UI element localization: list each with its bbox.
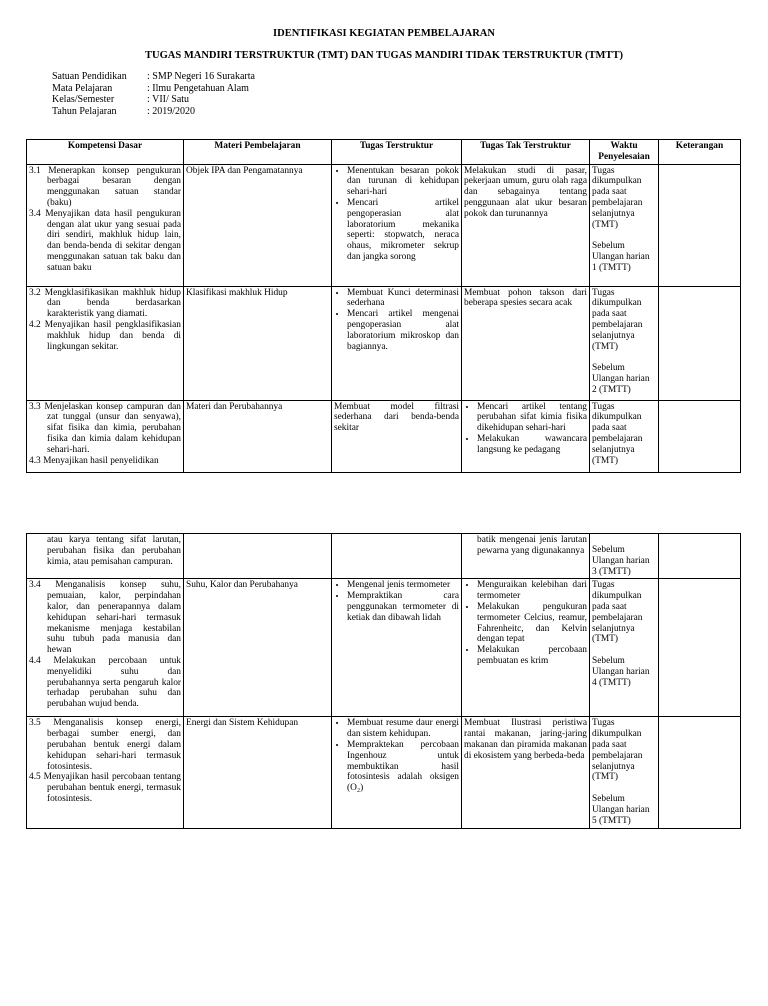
table-row bbox=[27, 717, 741, 828]
kd-item: 3.4 Menganalisis konsep suhu, pemuaian, kalor, perpindahan kalor, dan penerapannya dalam kehidupan sehari-hari termasuk mekanisme menjaga kestabilan suhu tubuh pada manusia dan hewan bbox=[29, 580, 181, 656]
school-info bbox=[52, 71, 255, 117]
info-value: : SMP Negeri 16 Surakarta bbox=[147, 71, 255, 82]
info-label: Tahun Pelajaran bbox=[52, 105, 117, 117]
kd-cell bbox=[27, 534, 184, 579]
table-header-row bbox=[27, 140, 741, 165]
materi-cell: Objek IPA dan Pengamatannya bbox=[184, 164, 332, 286]
info-value: : VII/ Satu bbox=[147, 94, 190, 106]
list-item: • Menentukan besaran pokok dan turunan di kehidupan sehari-hari bbox=[347, 166, 459, 198]
tugas-terstruktur-cell: Membuat model filtrasi sederhana dari benda-benda sekitar bbox=[332, 400, 462, 472]
list-item: • Mempraktekan percobaan Ingenhouz untuk membuktikan hasil fotosintesis adalah oksigen (O₂) bbox=[347, 740, 459, 794]
tugas-tak-terstruktur-cell: Membuat Ilustrasi peristiwa rantai makanan, jaring-jaring makanan dan piramida makanan di ekosistem yang berbeda-beda bbox=[462, 717, 590, 828]
table-row bbox=[27, 164, 741, 286]
list-item: • Menguraikan kelebihan dari termometer bbox=[477, 580, 587, 602]
list-item: • Membuat resume daur energi dan sistem kehidupan. bbox=[347, 718, 459, 740]
keterangan-cell bbox=[659, 286, 741, 400]
table-row bbox=[27, 286, 741, 400]
kd-cell bbox=[27, 400, 184, 472]
kd-item: 3.4 Menyajikan data hasil pengukuran dengan alat ukur yang sesuai pada diri sendiri, makhluk hidup lain, dan benda-benda di sekitar dengan menggunakan satuan tak baku dan satuan baku bbox=[29, 208, 181, 273]
waktu-cell bbox=[590, 286, 659, 400]
waktu-cell: Tugas dikumpulkan pada saat pembelajaran selanjutnya (TMT) bbox=[590, 400, 659, 472]
list-item: • Mencari artikel tentang perubahan sifat kimia fisika dikehidupan sehari-hari bbox=[477, 402, 587, 434]
waktu-tmtt: Sebelum Ulangan harian 4 (TMTT) bbox=[592, 656, 650, 688]
waktu-tmtt: Sebelum Ulangan harian 2 (TMTT) bbox=[592, 363, 650, 395]
col-header-tugas-tak-terstruktur: Tugas Tak Terstruktur bbox=[462, 140, 590, 165]
list-item: • Membuat Kunci determinasi sederhana bbox=[347, 288, 459, 310]
kd-item: 4.4 Melakukan percobaan untuk menyelidiki suhu dan perubahannya serta pengaruh kalor terhadap perubahan suhu dan perubahan wujud benda. bbox=[29, 655, 181, 710]
waktu-tmt: Tugas dikumpulkan pada saat pembelajaran selanjutnya (TMT) bbox=[592, 165, 643, 230]
col-header-keterangan: Keterangan bbox=[659, 140, 741, 165]
materi-cell: Klasifikasi makhluk Hidup bbox=[184, 286, 332, 400]
kd-item: atau karya tentang sifat larutan, perubahan fisika dan perubahan kimia, atau pemisahan campuran. bbox=[47, 535, 181, 567]
waktu-cell bbox=[590, 579, 659, 717]
tugas-tak-terstruktur-cell bbox=[462, 534, 590, 579]
kd-item: 4.3 Menyajikan hasil penyelidikan bbox=[29, 455, 159, 466]
list-item: • Mencari artikel pengoperasian alat laboratorium mekanika seperti: stopwatch, neraca ohaus, mikrometer sekrup dan jangka sorong bbox=[347, 198, 459, 263]
col-header-kompetensi: Kompetensi Dasar bbox=[27, 140, 184, 165]
waktu-tmt: Tugas dikumpulkan pada saat pembelajaran selanjutnya (TMT) bbox=[592, 580, 643, 645]
waktu-cell bbox=[590, 534, 659, 579]
waktu-cell bbox=[590, 164, 659, 286]
waktu-tmtt: Sebelum Ulangan harian 1 (TMTT) bbox=[592, 241, 650, 273]
document-title: IDENTIFIKASI KEGIATAN PEMBELAJARAN bbox=[273, 28, 495, 39]
list-item: • Mencari artikel mengenai pengoperasian alat laboratorium mikroskop dan bagiannya. bbox=[347, 309, 459, 352]
activity-table-page1 bbox=[26, 139, 741, 473]
waktu-cell bbox=[590, 717, 659, 828]
materi-cell bbox=[184, 534, 332, 579]
tugas-terstruktur-cell bbox=[332, 579, 462, 717]
activity-table-page2 bbox=[26, 533, 741, 829]
kd-cell bbox=[27, 164, 184, 286]
col-header-materi: Materi Pembelajaran bbox=[184, 140, 332, 165]
waktu-tmtt: Sebelum Ulangan harian 5 (TMTT) bbox=[592, 794, 650, 826]
materi-cell: Materi dan Perubahannya bbox=[184, 400, 332, 472]
table-row bbox=[27, 400, 741, 472]
tugas-tak-terstruktur-cell bbox=[462, 579, 590, 717]
tugas-terstruktur-cell bbox=[332, 286, 462, 400]
materi-cell: Energi dan Sistem Kehidupan bbox=[184, 717, 332, 828]
keterangan-cell bbox=[659, 717, 741, 828]
info-label: Satuan Pendidikan bbox=[52, 71, 127, 82]
kd-item: 3.3 Menjelaskan konsep campuran dan zat tunggal (unsur dan senyawa), sifat fisika dan kimia, perubahan fisika dan kimia dalam kehidupan sehari-hari. bbox=[29, 401, 181, 455]
kd-item: 3.2 Mengklasifikasikan makhluk hidup dan benda berdasarkan karakteristik yang diamati. bbox=[29, 287, 181, 320]
waktu-tmt: Tugas dikumpulkan pada saat pembelajaran selanjutnya (TMT) bbox=[592, 287, 643, 352]
list-item: • Mempraktikan cara penggunakan termometer di ketiak dan dibawah lidah bbox=[347, 591, 459, 623]
info-row bbox=[52, 94, 255, 106]
kd-item: 4.2 Menyajikan hasil pengklasifikasian makhluk hidup dan benda di lingkungan sekitar. bbox=[29, 319, 181, 352]
document-subtitle: TUGAS MANDIRI TERSTRUKTUR (TMT) DAN TUGAS MANDIRI TIDAK TERSTRUKTUR (TMTT) bbox=[145, 50, 623, 61]
info-label: Kelas/Semester bbox=[52, 94, 115, 106]
keterangan-cell bbox=[659, 400, 741, 472]
list-item: • Melakukan wawancara langsung ke pedagang bbox=[477, 434, 587, 456]
info-row bbox=[52, 83, 255, 95]
table-row bbox=[27, 534, 741, 579]
keterangan-cell bbox=[659, 579, 741, 717]
table-row bbox=[27, 579, 741, 717]
kd-item: 3.5 Menganalisis konsep energi, berbagai sumber energi, dan perubahan bentuk energi dalam kehidupan sehari-hari termasuk fotosintesis. bbox=[29, 718, 181, 772]
tugas-tak-terstruktur-cell bbox=[462, 400, 590, 472]
info-row bbox=[52, 106, 255, 118]
list-item: • Mengenal jenis termometer bbox=[347, 580, 459, 591]
info-row bbox=[52, 71, 255, 83]
kd-item: 4.5 Menyajikan hasil percobaan tentang perubahan bentuk energi, termasuk fotosintesis. bbox=[29, 772, 181, 804]
waktu-tmtt: Sebelum Ulangan harian 3 (TMTT) bbox=[592, 545, 650, 577]
tugas-terstruktur-cell bbox=[332, 164, 462, 286]
tugas-tak-terstruktur-cell: Membuat pohon takson dari beberapa spesies secara acak bbox=[462, 286, 590, 400]
col-header-waktu: Waktu Penyelesaian bbox=[590, 140, 659, 165]
list-item: • Melakukan percobaan pembuatan es krim bbox=[477, 645, 587, 667]
waktu-tmt: Tugas dikumpulkan pada saat pembelajaran selanjutnya (TMT) bbox=[592, 718, 643, 783]
kd-cell bbox=[27, 579, 184, 717]
tugas-terstruktur-cell bbox=[332, 717, 462, 828]
list-item-continuation: batik mengenai jenis larutan pewarna yang digunakannya bbox=[477, 535, 587, 556]
kd-item: 3.1 Menerapkan konsep pengukuran berbagai besaran dengan menggunakan satuan standar (baku) bbox=[29, 165, 181, 208]
info-value: : 2019/2020 bbox=[147, 105, 196, 117]
list-item: • Melakukan pengukuran termometer Celcius, reamur, Fahrenheitc, dan Kelvin dengan tepat bbox=[477, 602, 587, 645]
col-header-tugas-terstruktur: Tugas Terstruktur bbox=[332, 140, 462, 165]
info-value: : Ilmu Pengetahuan Alam bbox=[147, 82, 249, 94]
tugas-terstruktur-cell bbox=[332, 534, 462, 579]
keterangan-cell bbox=[659, 534, 741, 579]
materi-cell: Suhu, Kalor dan Perubahanya bbox=[184, 579, 332, 717]
keterangan-cell bbox=[659, 164, 741, 286]
tugas-tak-terstruktur-cell: Melakukan studi di pasar, pekerjaan umum, guru olah raga dan sebagainya tentang penggunaan alat ukur besaran pokok dan turunannya bbox=[462, 164, 590, 286]
kd-cell bbox=[27, 286, 184, 400]
kd-cell bbox=[27, 717, 184, 828]
info-label: Mata Pelajaran bbox=[52, 82, 113, 94]
